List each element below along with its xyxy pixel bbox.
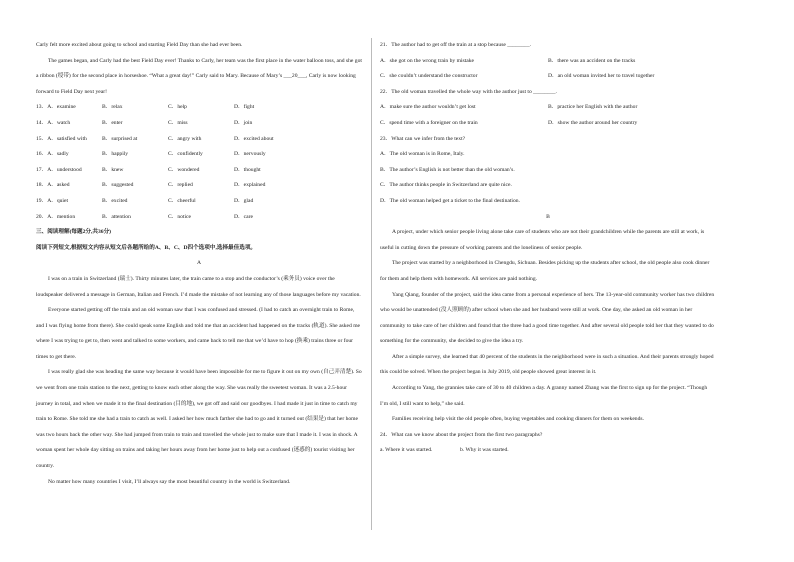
option: 20．A．mention (36, 213, 76, 220)
passage-paragraph: No matter how many countries I visit, I’ll always say the most beautiful country in the world is Switzerland. (48, 478, 291, 485)
option: C．angry with (168, 135, 202, 142)
question-stem: 23．What can we infer from the text? (380, 135, 466, 142)
option-row-13 (36, 100, 362, 116)
passage-line: Carly felt more excited about going to school and starting Field Day than she had ever been. (36, 42, 243, 48)
option: D．excited about (234, 135, 274, 142)
option-row (380, 100, 716, 116)
left-column (36, 38, 362, 490)
option-row (380, 54, 716, 70)
option: A．make sure the author wouldn’t get lost (380, 104, 476, 111)
option: C．cheerful (168, 197, 196, 204)
option: 17．A．understood (36, 166, 82, 173)
option: D．nervously (234, 151, 266, 158)
option: 15．A．satisfied with (36, 135, 87, 142)
option: A．The old woman is in Rome, Italy. (380, 151, 465, 158)
option: 18．A．asked (36, 182, 70, 189)
passage-paragraph: Yang Qiang, founder of the project, said the idea came from a personal experience of hers. The 13-year-old community worker has two children who would be unattended (没人照顾的) after school when she and her husband were still at work. One day, she asked an old woman in her community to take care of her children and found that the three had a good time together. And after several old people told her that they wanted to do something for the community, she decided to give the idea a try. (380, 291, 715, 345)
option: b. Why it was started. (460, 447, 509, 454)
passage-paragraph: I was really glad she was heading the same way because it would have been impossible for me to figure it out on my own (自己弄清楚). So we went from one train station to the next, getting to know each other along the way. She was really the sweetest woman. It was a 2.5-hour journey in total, and when we made it to the final destination (目的地), we got off and said our goodbyes. I had made it just in time to catch my train to Rome. She told me she had a train to catch as well. I asked her how much farther she had to go and it turned out (结果是) that her home was two hours back the other way. She had jumped from train to train and travelled the whole just to make sure that I made it. I was in shock. A woman spent her whole day sitting on trains and taking her hours away from her home just to help out a confused (迷惑的) tourist visiting her country. (36, 369, 362, 470)
option: a. Where it was started. (380, 447, 433, 454)
option-row-19 (36, 194, 362, 210)
passage-label: B (546, 213, 550, 220)
option: C．The author thinks people in Switzerland are quite nice. (380, 182, 512, 189)
question-stem: 22．The old woman travelled the whole way with the author just to ________. (380, 88, 557, 95)
option: D．The old woman helped get a ticket to the final destination. (380, 197, 520, 204)
option: B．relax (102, 104, 123, 111)
option-row-15 (36, 132, 362, 148)
option: B．suggested (102, 182, 134, 189)
option-row (380, 116, 716, 132)
question-stem: 21．The author had to get off the train at a stop because ________. (380, 42, 532, 48)
option: D．fight (234, 104, 255, 111)
option: B．knew (102, 166, 124, 173)
passage-paragraph: According to Yang, the grannies take care of 30 to 40 children a day. A granny named Zhang was the first to sign up for the project. “Though I’m old, I still want to help,” she said. (380, 385, 708, 407)
option: 16．A．sadly (36, 151, 69, 158)
option: A．she got on the wrong train by mistake (380, 57, 474, 64)
option: B．surprised at (102, 135, 138, 142)
option: B．enter (102, 119, 123, 126)
option: B．The author’s English is not better than the old woman’s. (380, 166, 515, 173)
question-stem: 24．What can we know about the project from the first two paragraphs? (380, 431, 543, 438)
passage-paragraph: Everyone started getting off the train and an old woman saw that I was confused and stressed. (I had to catch an overnight train to Rome, and I was flying home from there). She could speak some English and told me that an accident had happened on the tracks (轨道). She asked me where I was trying to get to, then went and talked to some workers, and came back to tell me that we’d have to hop (换乘) trains three or four times to get there. (36, 307, 361, 360)
option: C．miss (168, 119, 188, 126)
option: D．join (234, 119, 253, 126)
option: 13．A．examine (36, 104, 76, 111)
right-column (380, 38, 716, 459)
option: C．she couldn’t understand the constructor (380, 73, 478, 80)
option: C．spend time with a foreigner on the train (380, 119, 478, 126)
section-instruction: 阅读下列短文,根据短文内容从短文后各题所给的A、B、C、D四个选项中,选择最佳选项。 (36, 244, 257, 251)
option: 14．A．watch (36, 119, 71, 126)
option: B．there was an accident on the tracks (548, 57, 636, 64)
column-divider (371, 38, 372, 530)
option-row-18 (36, 178, 362, 194)
option: D．an old woman invited her to travel together (548, 73, 655, 80)
passage-paragraph: A project, under which senior people living alone take care of students who are not their grandchildren while the parents are still at work, is useful in cutting down the pressure of working parents and the loneliness of senior people. (380, 229, 705, 251)
cloze-options (36, 100, 362, 225)
option: C．help (168, 104, 187, 111)
option-row-17 (36, 163, 362, 179)
passage-paragraph: Families receiving help visit the old people often, buying vegetables and cooking dinners for them on weekends. (392, 416, 644, 423)
option: C．confidently (168, 151, 203, 158)
passage-paragraph: The games began, and Carly had the best Field Day ever! Thanks to Carly, her team was the first place in the water balloon toss, and she got a ribbon (绶带) for the second place in horseshoe. “What a great day!” Carly said to Mary. Because of Mary’s ___20___, Carly is now looking forward to Field Day next year! (36, 57, 362, 95)
option: C．wondered (168, 166, 200, 173)
passage-paragraph: The project was started by a neighborhood in Chengdu, Sichuan. Besides picking up the students after school, the old people also cook dinner for them and help them with homework. All services are paid nothing. (380, 260, 710, 282)
option: D．explained (234, 182, 266, 189)
option: C．replied (168, 182, 193, 189)
option: B．practice her English with the author (548, 104, 638, 111)
passage-label: A (196, 260, 202, 267)
passage-paragraph: After a simple survey, she learned that 40 percent of the students in the neighborhood were in such a situation. And their parents strongly hoped this could be solved. When the project began in July 2019, old people showed great interest in it. (380, 353, 714, 376)
option-row-14 (36, 116, 362, 132)
option: D．thought (234, 166, 261, 173)
option: 19．A．quiet (36, 197, 69, 204)
option-row-20 (36, 210, 362, 226)
option: B．excited (102, 197, 128, 204)
section-title: 三、阅读理解(每题2分,共36分) (36, 229, 112, 236)
option: D．show the author around her country (548, 119, 638, 126)
option-row-16 (36, 147, 362, 163)
option-row (380, 69, 716, 85)
option: B．happily (102, 151, 129, 158)
option: C．notice (168, 213, 191, 220)
option-row (380, 443, 716, 459)
passage-paragraph: I was on a train in Switzerland (瑞士). Thirty minutes later, the train came to a stop and the conductor’s (乘务员) voice over the loudspeaker delivered a message in German, Italian and French. I’d made the mistake of not learning any of those languages before my vacation. (36, 275, 361, 298)
option: B．attention (102, 213, 131, 220)
option: D．glad (234, 197, 254, 204)
option: D．care (234, 213, 253, 220)
